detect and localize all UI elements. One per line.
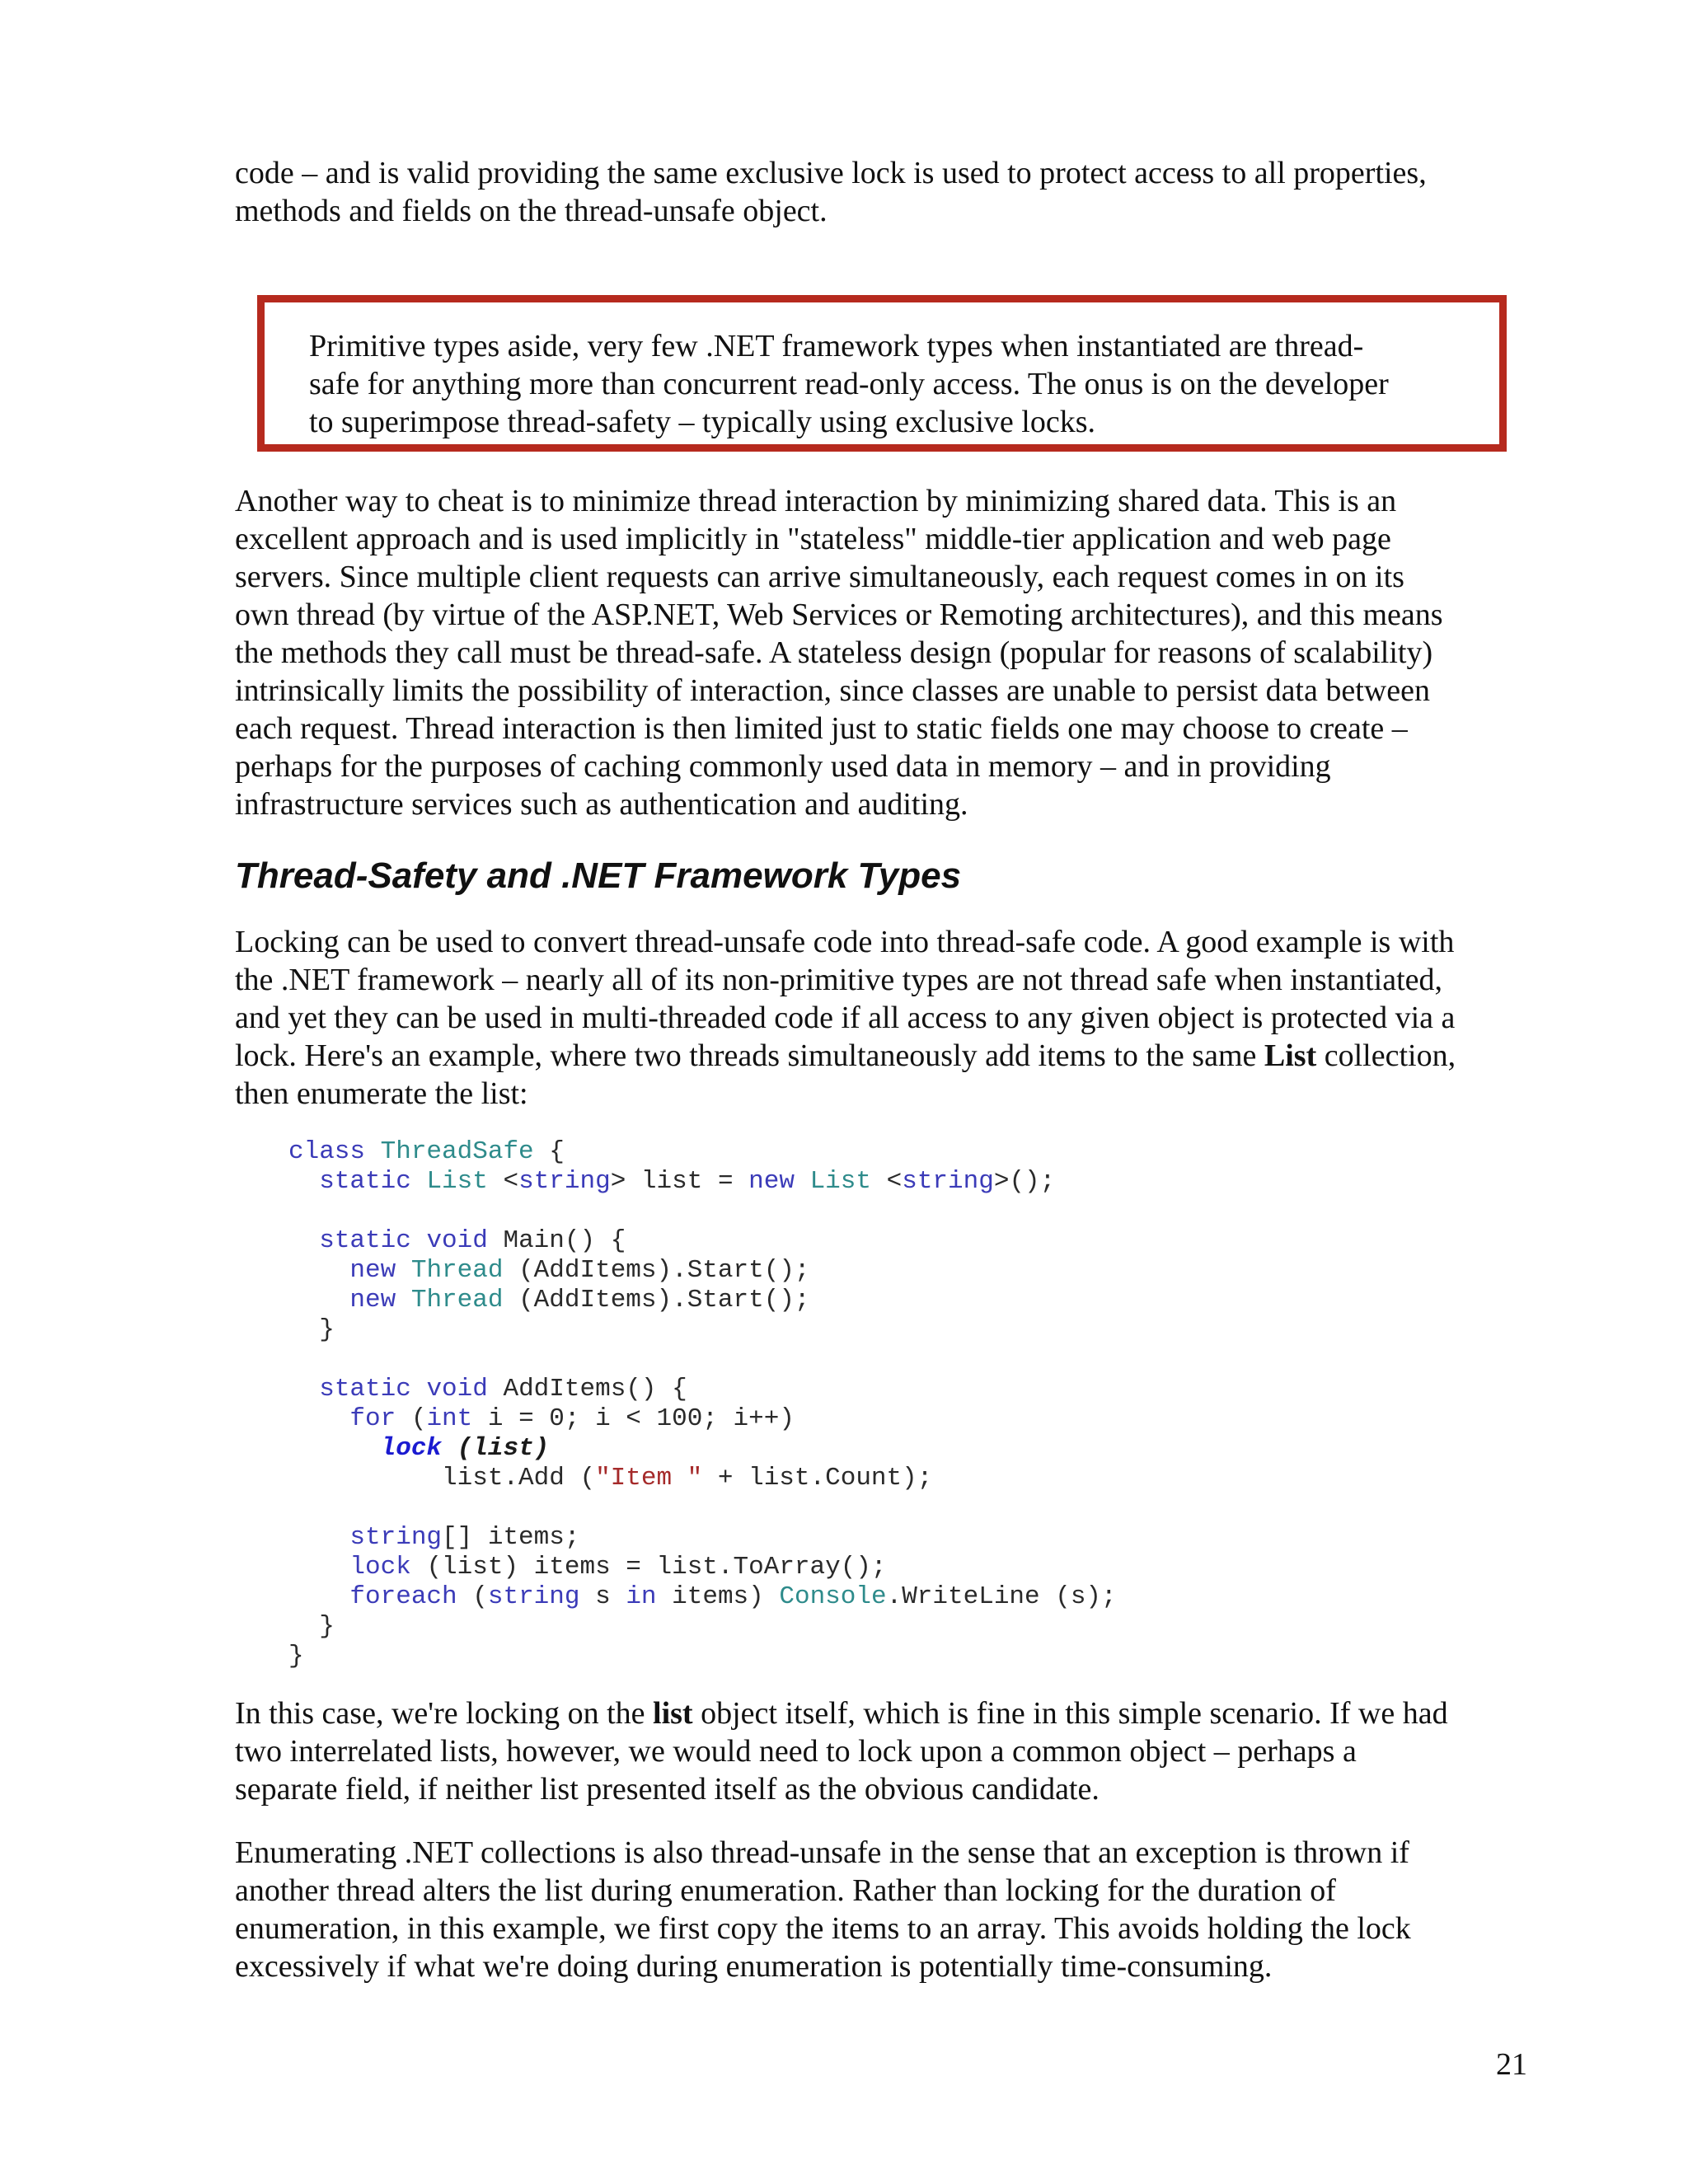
locking-paragraph bbox=[235, 923, 1537, 1113]
text-line: Primitive types aside, very few .NET framework types when instantiated are thread- bbox=[309, 329, 1364, 363]
code-line: static List <string> list = new List <string>(); bbox=[319, 1167, 1056, 1196]
text-line: servers. Since multiple client requests can arrive simultaneously, each request comes in on its bbox=[235, 560, 1404, 594]
code-line: new Thread (AddItems).Start(); bbox=[349, 1256, 810, 1285]
text-line: infrastructure services such as authentication and auditing. bbox=[235, 787, 968, 822]
enumeration-paragraph bbox=[235, 1834, 1537, 1985]
text-line: intrinsically limits the possibility of interaction, since classes are unable to persist data between bbox=[235, 673, 1430, 708]
text-run: lock. Here's an example, where two threads simultaneously add items to the same bbox=[235, 1038, 1264, 1073]
section-heading: Thread-Safety and .NET Framework Types bbox=[235, 855, 962, 896]
code-line: list.Add ("Item " + list.Count); bbox=[288, 1464, 933, 1493]
text-run: object itself, which is fine in this simple scenario. If we had bbox=[692, 1696, 1448, 1731]
code-line bbox=[288, 1345, 1117, 1375]
code-line bbox=[288, 1197, 1117, 1226]
text-line: separate field, if neither list presented itself as the obvious candidate. bbox=[235, 1772, 1100, 1807]
code-line: } bbox=[288, 1315, 335, 1344]
page-number: 21 bbox=[1496, 2047, 1527, 2082]
text-line: own thread (by virtue of the ASP.NET, Web Services or Remoting architectures), and this means bbox=[235, 598, 1443, 632]
text-line: then enumerate the list: bbox=[235, 1076, 528, 1111]
text-line: two interrelated lists, however, we would need to lock upon a common object – perhaps a bbox=[235, 1734, 1357, 1769]
text-line: excessively if what we're doing during enumeration is potentially time-consuming. bbox=[235, 1949, 1273, 1984]
code-line: lock (list) items = list.ToArray(); bbox=[349, 1553, 887, 1582]
bold-term: list bbox=[653, 1696, 693, 1731]
text-line: the methods they call must be thread-safe. A stateless design (popular for reasons of scalability) bbox=[235, 635, 1433, 670]
text-line: Another way to cheat is to minimize thread interaction by minimizing shared data. This is an bbox=[235, 484, 1397, 518]
text-line: excellent approach and is used implicitly in "stateless" middle-tier application and web page bbox=[235, 522, 1391, 556]
intro-paragraph bbox=[235, 154, 1537, 230]
code-line: lock (list) bbox=[380, 1434, 550, 1463]
bold-term: List bbox=[1264, 1038, 1317, 1073]
text-line: safe for anything more than concurrent read-only access. The onus is on the developer bbox=[309, 367, 1389, 401]
code-line: static void AddItems() { bbox=[319, 1375, 687, 1404]
code-line: class ThreadSafe { bbox=[288, 1137, 565, 1166]
text-line bbox=[235, 1694, 1537, 1732]
code-line: } bbox=[288, 1612, 335, 1641]
text-line: to superimpose thread-safety – typically using exclusive locks. bbox=[309, 405, 1095, 439]
text-run: collection, bbox=[1316, 1038, 1456, 1073]
code-line: foreach (string s in items) Console.WriteLine (s); bbox=[349, 1582, 1117, 1611]
code-line bbox=[288, 1493, 1117, 1523]
text-line: each request. Thread interaction is then limited just to static fields one may choose to create – bbox=[235, 711, 1408, 746]
code-line: } bbox=[288, 1642, 304, 1671]
callout-text bbox=[309, 327, 1389, 441]
text-line: another thread alters the list during enumeration. Rather than locking for the duration of bbox=[235, 1873, 1336, 1908]
text-line: methods and fields on the thread-unsafe object. bbox=[235, 194, 828, 228]
text-line: enumeration, in this example, we first copy the items to an array. This avoids holding the lock bbox=[235, 1911, 1411, 1946]
text-line: Enumerating .NET collections is also thread-unsafe in the sense that an exception is thrown if bbox=[235, 1835, 1409, 1870]
text-line: code – and is valid providing the same exclusive lock is used to protect access to all properties, bbox=[235, 156, 1427, 190]
stateless-paragraph bbox=[235, 482, 1537, 823]
text-line bbox=[235, 1037, 1537, 1075]
code-block bbox=[288, 1137, 1117, 1671]
text-run: In this case, we're locking on the bbox=[235, 1696, 654, 1731]
callout-box bbox=[257, 295, 1507, 452]
text-line: perhaps for the purposes of caching commonly used data in memory – and in providing bbox=[235, 749, 1331, 784]
text-line: the .NET framework – nearly all of its non-primitive types are not thread safe when instantiated, bbox=[235, 963, 1443, 997]
case-paragraph bbox=[235, 1694, 1537, 1808]
text-line: and yet they can be used in multi-threaded code if all access to any given object is protected via a bbox=[235, 1001, 1456, 1035]
code-line: static void Main() { bbox=[319, 1226, 626, 1255]
text-line: Locking can be used to convert thread-unsafe code into thread-safe code. A good example is with bbox=[235, 925, 1455, 959]
code-line: for (int i = 0; i < 100; i++) bbox=[349, 1404, 795, 1433]
code-line: string[] items; bbox=[349, 1523, 580, 1552]
code-line: new Thread (AddItems).Start(); bbox=[349, 1286, 810, 1315]
